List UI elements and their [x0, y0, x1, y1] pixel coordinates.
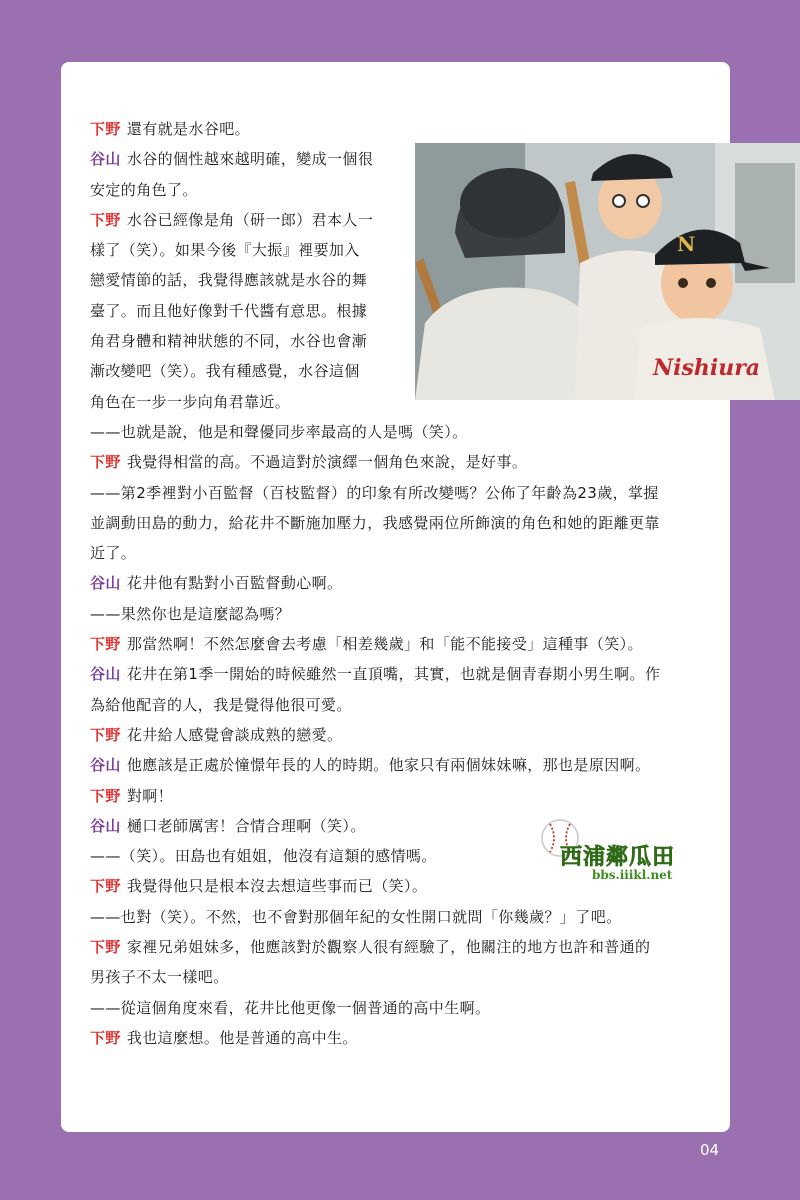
dialogue-line: [90, 417, 710, 447]
line-text: 花井在第1季一開始的時候雖然一直頂嘴，其實，也就是個青春期小男生啊。作: [126, 665, 661, 684]
line-text: 漸改變吧（笑）。我有種感覺，水谷這個: [90, 362, 360, 381]
dialogue-line: [90, 599, 710, 629]
line-text: ——（笑）。田島也有姐姐，他沒有這類的感情嗎。: [90, 847, 437, 866]
line-text: 那當然啊！不然怎麼會去考慮「相差幾歲」和「能不能接受」這種事（笑）。: [126, 635, 643, 654]
line-text: 花井他有點對小百監督動心啊。: [126, 574, 343, 593]
line-text: ——也對（笑）。不然，也不會對那個年紀的女性開口就問「你幾歲？」了吧。: [90, 907, 622, 926]
speaker-label-shimono: 下野: [90, 1028, 121, 1047]
dialogue-line: [90, 781, 710, 811]
line-text: 角君身體和精神狀態的不同，水谷也會漸: [90, 332, 368, 351]
dialogue-line: [90, 235, 710, 265]
dialogue-line: [90, 326, 710, 356]
speaker-label-shimono: 下野: [90, 786, 121, 805]
dialogue-line: [90, 478, 710, 508]
watermark-url: bbs.iiikl.net: [592, 868, 673, 882]
dialogue-line: [90, 265, 710, 295]
dialogue-line: [90, 387, 710, 417]
jersey-lettering: Nishiura: [653, 355, 761, 381]
dialogue-line: [90, 114, 710, 144]
speaker-label-taniyama: 谷山: [90, 816, 121, 835]
dialogue-line: [90, 659, 710, 689]
line-text: 近了。: [90, 544, 137, 563]
line-text: 樋口老師厲害！合情合理啊（笑）。: [126, 816, 366, 835]
speaker-label-shimono: 下野: [90, 453, 121, 472]
speaker-label-shimono: 下野: [90, 210, 121, 229]
line-text: 為給他配音的人，我是覺得他很可愛。: [90, 695, 352, 714]
speaker-label-shimono: 下野: [90, 938, 121, 957]
line-text: 對啊！: [126, 786, 174, 805]
line-text: 我覺得他只是根本沒去想這些事而已（笑）。: [126, 877, 428, 896]
dialogue-line: [90, 508, 710, 538]
dialogue-line: [90, 175, 710, 205]
line-text: 男孩子不太一樣吧。: [90, 968, 229, 987]
line-text: 花井給人感覺會談成熟的戀愛。: [126, 725, 343, 744]
dialogue-line: [90, 720, 710, 750]
line-text: 臺了。而且他好像對千代醬有意思。根據: [90, 301, 368, 320]
line-text: 還有就是水谷吧。: [126, 120, 251, 138]
page-number: 04: [700, 1141, 720, 1159]
dialogue-line: [90, 144, 710, 174]
line-text: 安定的角色了。: [90, 180, 198, 199]
line-text: 我覺得相當的高。不過這對於演繹一個角色來說，是好事。: [126, 453, 528, 472]
speaker-label-taniyama: 谷山: [90, 574, 121, 593]
speaker-label-taniyama: 谷山: [90, 150, 121, 169]
line-text: ——第2季裡對小百監督（百枝監督）的印象有所改變嗎？公佈了年齡為23歲，掌握: [90, 483, 659, 502]
line-text: 角色在一步一步向角君靠近。: [90, 392, 291, 411]
dialogue-line: [90, 750, 710, 780]
speaker-label-shimono: 下野: [90, 725, 121, 744]
speaker-label-taniyama: 谷山: [90, 756, 121, 775]
dialogue-line: [90, 962, 710, 992]
site-watermark: [538, 818, 708, 888]
dialogue-line: [90, 568, 710, 598]
dialogue-line: [90, 538, 710, 568]
dialogue-line: [90, 902, 710, 932]
line-text: 樣了（笑）。如果今後『大振』裡要加入: [90, 241, 360, 260]
line-text: 他應該是正處於憧憬年長的人的時期。他家只有兩個妹妹嘛，那也是原因啊。: [126, 756, 651, 775]
dialogue-line: [90, 447, 710, 477]
line-text: ——也就是說，他是和聲優同步率最高的人是嗎（笑）。: [90, 422, 468, 441]
line-text: 家裡兄弟姐妹多，他應該對於觀察人很有經驗了，他關注的地方也許和普通的: [126, 938, 651, 957]
line-text: ——從這個角度來看，花井比他更像一個普通的高中生啊。: [90, 998, 491, 1017]
dialogue-line: [90, 1023, 710, 1053]
speaker-label-shimono: 下野: [90, 635, 121, 654]
speaker-label-taniyama: 谷山: [90, 665, 121, 684]
line-text: ——果然你也是這麼認為嗎？: [90, 604, 291, 623]
line-text: 水谷已經像是角（研一郎）君本人一: [126, 210, 374, 229]
dialogue-line: [90, 356, 710, 386]
dialogue-line: [90, 205, 710, 235]
dialogue-line: [90, 932, 710, 962]
dialogue-line: [90, 690, 710, 720]
line-text: 我也這麼想。他是普通的高中生。: [126, 1028, 358, 1047]
line-text: 戀愛情節的話，我覺得應該就是水谷的舞: [90, 271, 368, 290]
interview-text: [90, 114, 710, 1053]
cap-logo: N: [677, 232, 696, 256]
line-text: 水谷的個性越來越明確，變成一個很: [126, 150, 374, 169]
dialogue-line: [90, 629, 710, 659]
speaker-label-shimono: 下野: [90, 877, 121, 896]
dialogue-line: [90, 993, 710, 1023]
dialogue-line: [90, 296, 710, 326]
watermark-title: 西浦鄰瓜田: [560, 845, 676, 870]
speaker-label-shimono: 下野: [90, 120, 121, 138]
line-text: 並調動田島的動力，給花井不斷施加壓力，我感覺兩位所飾演的角色和她的距離更靠: [90, 513, 660, 532]
